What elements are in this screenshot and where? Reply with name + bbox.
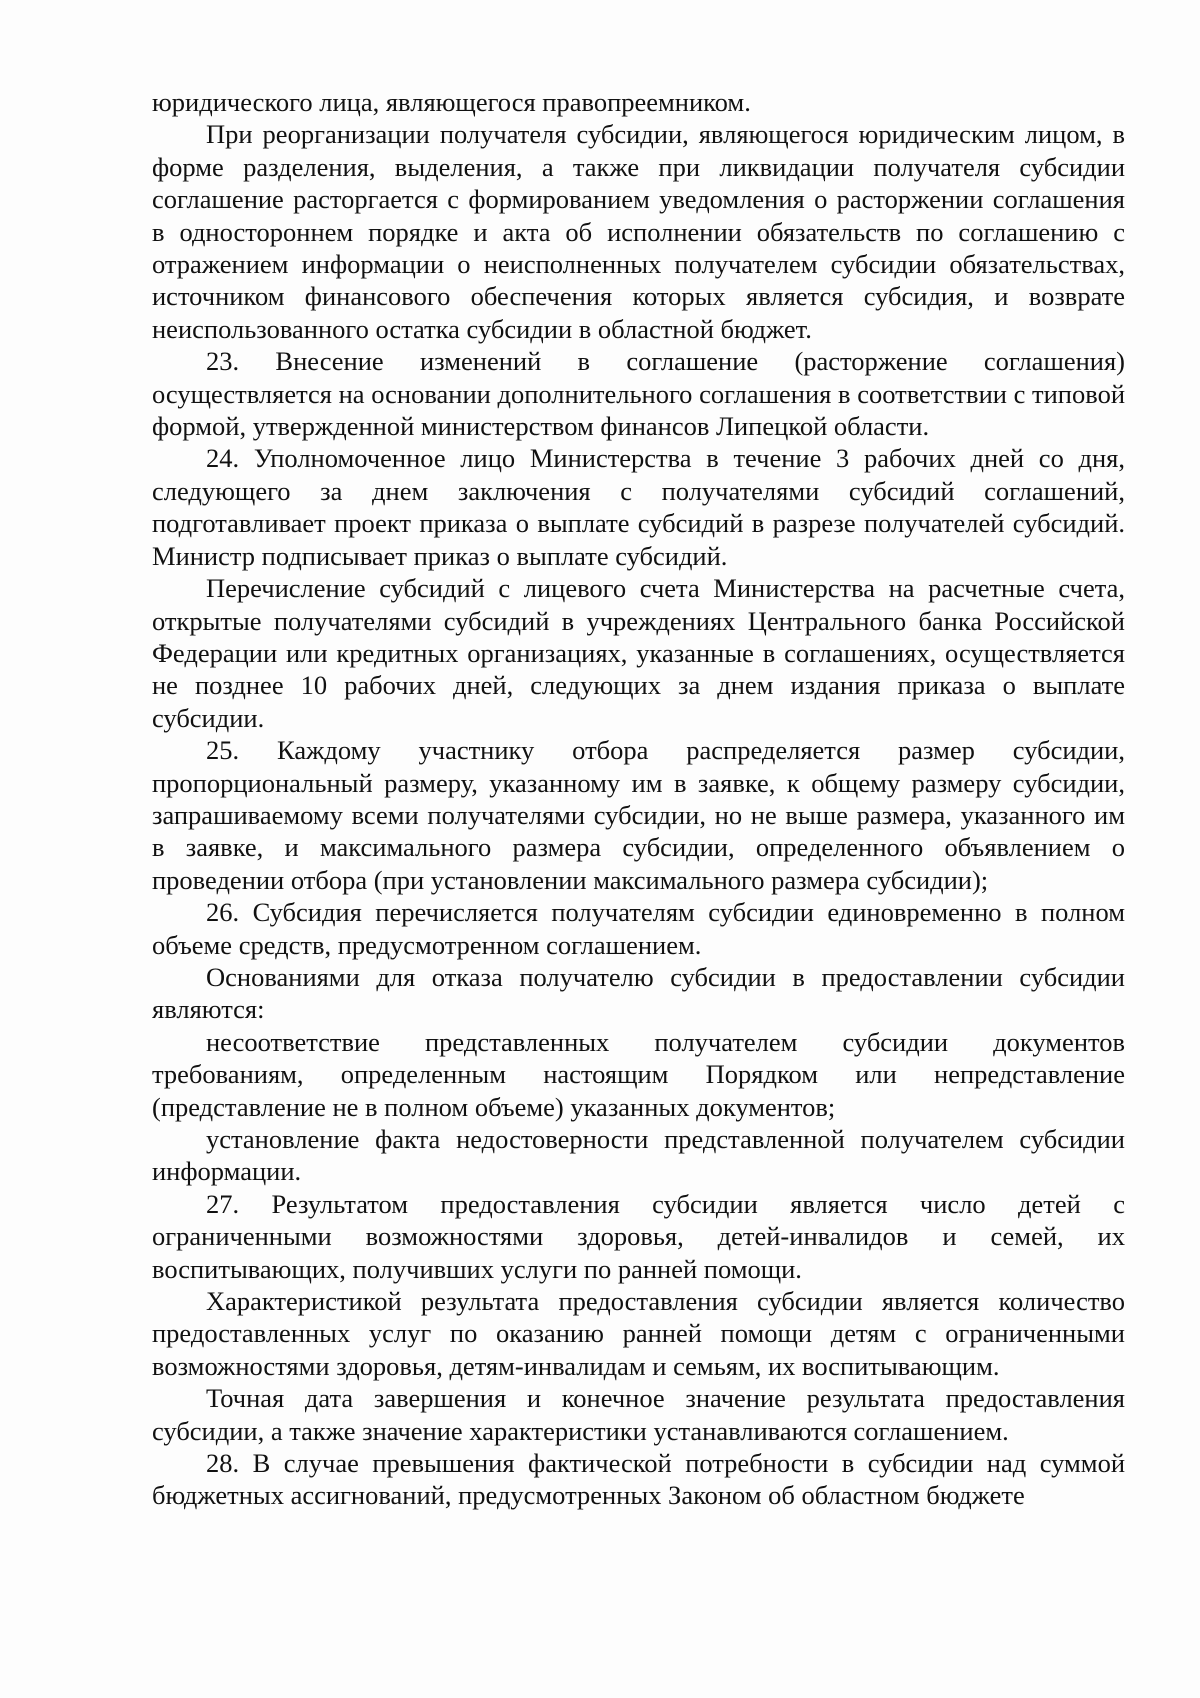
paragraph-refusal-1: несоответствие представленных получателем субсидии документов требованиям, определенным настоящим Порядком или непредставление (представление не в полном объеме) указанных документов; [152, 1026, 1125, 1122]
paragraph-28: 28. В случае превышения фактической потребности в субсидии над суммой бюджетных ассигнований, предусмотренных Законом об областном бюджете [152, 1448, 1125, 1511]
paragraph-reorganization: При реорганизации получателя субсидии, являющегося юридическим лицом, в форме разделения, выделения, а также при ликвидации получателя субсидии соглашение расторгается с формированием уведомления о расторжении соглашения в одностороннем порядке и акта об исполнении обязательств по соглашению с отражением информации о неисполненных получателем субсидии обязательствах, источником финансового обеспечения которых является субсидия, и возврате неиспользованного остатка субсидии в областной бюджет. [152, 119, 1125, 344]
paragraph-refusal-grounds: Основаниями для отказа получателю субсидии в предоставлении субсидии являются: [152, 961, 1125, 1025]
document-body [152, 86, 1125, 1512]
paragraph-24: 24. Уполномоченное лицо Министерства в течение 3 рабочих дней со дня, следующего за днем заключения с получателями субсидий соглашений, подготавливает проект приказа о выплате субсидий в разрезе получателей субсидий. Министр подписывает приказ о выплате субсидий. [152, 443, 1125, 571]
paragraph-exact-date: Точная дата завершения и конечное значение результата предоставления субсидии, а также значение характеристики устанавливаются соглашением. [152, 1383, 1125, 1446]
paragraph-transfer: Перечисление субсидий с лицевого счета Министерства на расчетные счета, открытые получателями субсидий в учреждениях Центрального банка Российской Федерации или кредитных организациях, указанные в соглашениях, осуществляется не позднее 10 рабочих дней, следующих за днем издания приказа о выплате субсидии. [152, 573, 1125, 733]
paragraph-26: 26. Субсидия перечисляется получателям субсидии единовременно в полном объеме средств, предусмотренном соглашением. [152, 897, 1125, 960]
paragraph-characteristic: Характеристикой результата предоставления субсидии является количество предоставленных услуг по оказанию ранней помощи детям с ограниченными возможностями здоровья, детям-инвалидам и семьям, их воспитывающим. [152, 1286, 1125, 1381]
paragraph-27: 27. Результатом предоставления субсидии является число детей с ограниченными возможностями здоровья, детей-инвалидов и семей, их воспитывающих, получивших услуги по ранней помощи. [152, 1188, 1125, 1284]
paragraph-continuation: юридического лица, являющегося правопреемником. [152, 87, 751, 117]
paragraph-refusal-2: установление факта недостоверности представленной получателем субсидии информации. [152, 1124, 1125, 1187]
paragraph-23: 23. Внесение изменений в соглашение (расторжение соглашения) осуществляется на основании дополнительного соглашения в соответствии с типовой формой, утвержденной министерством финансов Липецкой области. [152, 346, 1125, 442]
paragraph-25: 25. Каждому участнику отбора распределяется размер субсидии, пропорциональный размеру, указанному им в заявке, к общему размеру субсидии, запрашиваемому всеми получателями субсидии, но не выше размера, указанного им в заявке, и максимального размера субсидии, определенного объявлением о проведении отбора (при установлении максимального размера субсидии); [152, 735, 1125, 895]
